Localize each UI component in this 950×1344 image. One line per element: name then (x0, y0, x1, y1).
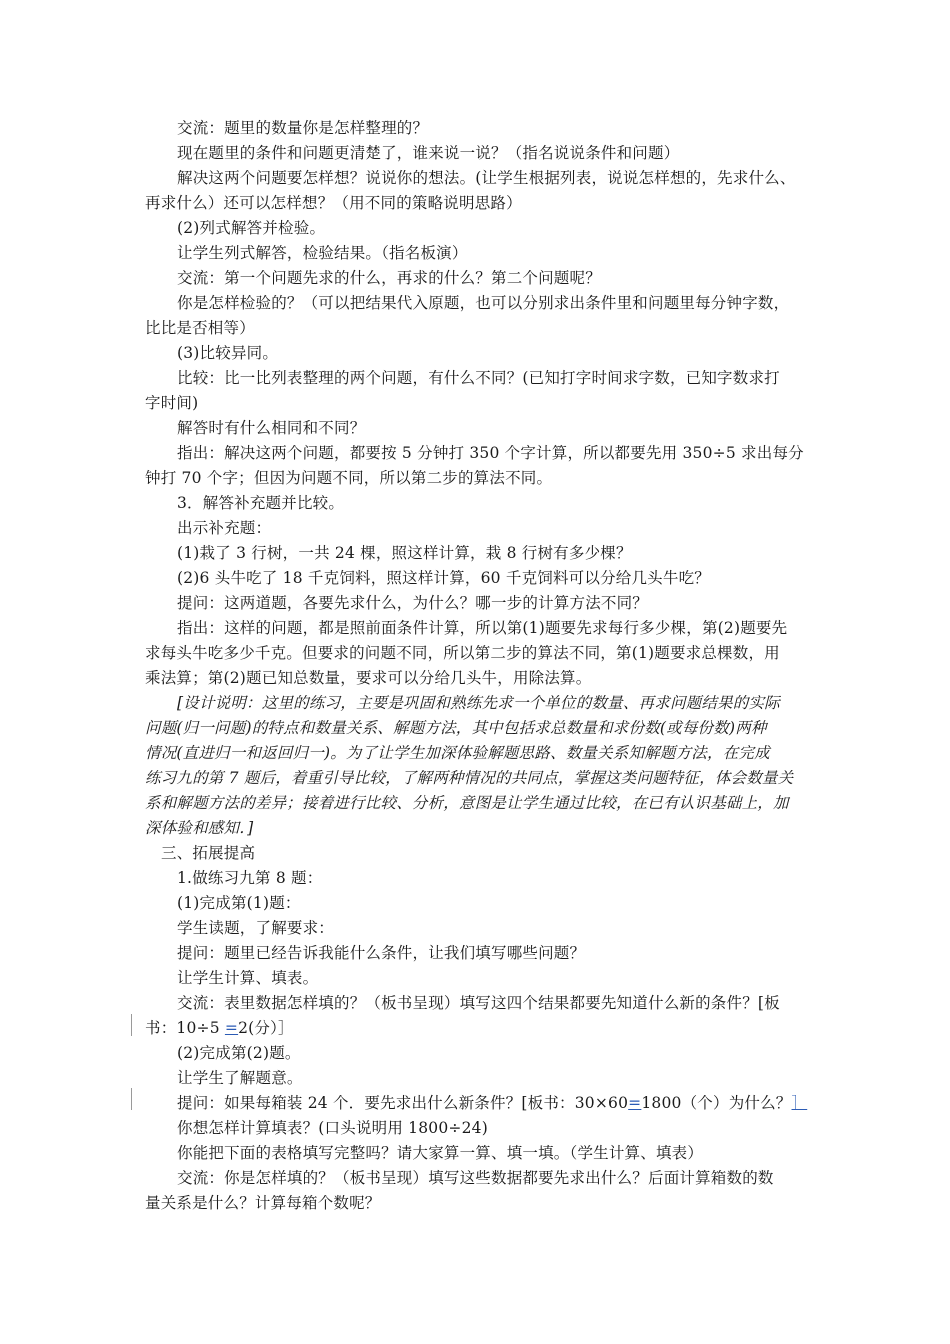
para-line: 字时间) (145, 394, 199, 412)
revision-bar (131, 1014, 132, 1036)
para-line: (3)比较异同。 (177, 344, 279, 362)
para-line: 交流：表里数据怎样填的？（板书呈现）填写这四个结果都要先知道什么新的条件？[板 (177, 994, 780, 1012)
para-line: 你是怎样检验的？（可以把结果代入原题，也可以分别求出条件里和问题里每分钟字数， (177, 294, 790, 312)
section-heading: 三、拓展提高 (161, 844, 256, 862)
design-note-line: 练习九的第 7 题后，着重引导比较，了解两种情况的共同点，掌握这类问题特征，体会数量关 (145, 769, 794, 787)
design-note-line: 深体验和感知．] (145, 819, 254, 837)
design-note-line: 问题(归一问题)的特点和数量关系、解题方法，其中包括求总数量和求份数(或每份数)两种 (145, 719, 767, 737)
para-line: 让学生了解题意。 (177, 1069, 303, 1087)
para-line: 交流：题里的数量你是怎样整理的？ (177, 119, 429, 137)
para-line: 乘法算；第(2)题已知总数量，要求可以分给几头牛，用除法算。 (145, 669, 592, 687)
para-line: 解决这两个问题要怎样想？说说你的想法。(让学生根据列表，说说怎样想的，先求什么、 (177, 169, 796, 187)
para-line: 再求什么）还可以怎样想？（用不同的策略说明思路） (145, 194, 522, 212)
para-line: 指出：解决这两个问题，都要按 5 分钟打 350 个字计算，所以都要先用 350÷5 求出每分 (177, 444, 804, 462)
para-line: 你想怎样计算填表？(口头说明用 1800÷24) (177, 1119, 488, 1137)
para-line: 比比是否相等） (145, 319, 255, 337)
para-line: 交流：第一个问题先求的什么，再求的什么？第二个问题呢？ (177, 269, 601, 287)
para-line: 提问：这两道题，各要先求什么，为什么？哪一步的计算方法不同？ (177, 594, 649, 612)
para-line: 指出：这样的问题，都是照前面条件计算，所以第(1)题要先求每行多少棵，第(2)题要先 (177, 619, 788, 637)
para-line: 钟打 70 个字；但因为问题不同，所以第二步的算法不同。 (145, 469, 553, 487)
para-line: 3．解答补充题并比较。 (177, 494, 345, 512)
para-line: 交流：你是怎样填的？（板书呈现）填写这些数据都要先求出什么？后面计算箱数的数 (177, 1169, 774, 1187)
para-line: 学生读题，了解要求： (177, 919, 335, 937)
design-note-line: 情况(直进归一和返回归一)。为了让学生加深体验解题思路、数量关系知解题方法，在完成 (145, 744, 770, 762)
para-line: (2)完成第(2)题。 (177, 1044, 301, 1062)
para-line: 出示补充题： (177, 519, 272, 537)
para-line: 求每头牛吃多少千克。但要求的问题不同，所以第二步的算法不同，第(1)题要求总棵数，用 (145, 644, 780, 662)
revision-mark: = (628, 1094, 642, 1112)
revision-mark: ］ (791, 1094, 808, 1112)
para-line: 书：10÷5 =2(分）］ (145, 1019, 294, 1037)
revision-mark: = (224, 1019, 239, 1037)
para-line: 让学生列式解答，检验结果。（指名板演） (177, 244, 468, 262)
para-line: 量关系是什么？计算每箱个数呢？ (145, 1194, 381, 1212)
design-note-line: 系和解题方法的差异；接着进行比较、分析，意图是让学生通过比较，在已有认识基础上，加 (145, 794, 789, 812)
para-line: 现在题里的条件和问题更清楚了，谁来说一说？（指名说说条件和问题） (177, 144, 680, 162)
para-line: 提问：如果每箱装 24 个．要先求出什么新条件？[板书：30×60=1800（个）为什么？］ (177, 1094, 808, 1112)
para-line: (2)列式解答并检验。 (177, 219, 326, 237)
para-line: 解答时有什么相同和不同？ (177, 419, 366, 437)
para-line: 你能把下面的表格填写完整吗？请大家算一算、填一填。（学生计算、填表） (177, 1144, 704, 1162)
para-line: (2)6 头牛吃了 18 千克饲料，照这样计算，60 千克饲料可以分给几头牛吃？ (177, 569, 710, 587)
para-line: (1)栽了 3 行树，一共 24 棵，照这样计算，栽 8 行树有多少棵？ (177, 544, 632, 562)
design-note-line: [设计说明：这里的练习，主要是巩固和熟练先求一个单位的数量、再求问题结果的实际 (177, 694, 780, 712)
para-line: 让学生计算、填表。 (177, 969, 319, 987)
para-line: 提问：题里已经告诉我能什么条件，让我们填写哪些问题？ (177, 944, 586, 962)
revision-bar (131, 1088, 132, 1110)
para-line: (1)完成第(1)题： (177, 894, 301, 912)
para-line: 1.做练习九第 8 题： (177, 869, 323, 887)
para-line: 比较：比一比列表整理的两个问题，有什么不同？(已知打字时间求字数，已知字数求打 (177, 369, 780, 387)
